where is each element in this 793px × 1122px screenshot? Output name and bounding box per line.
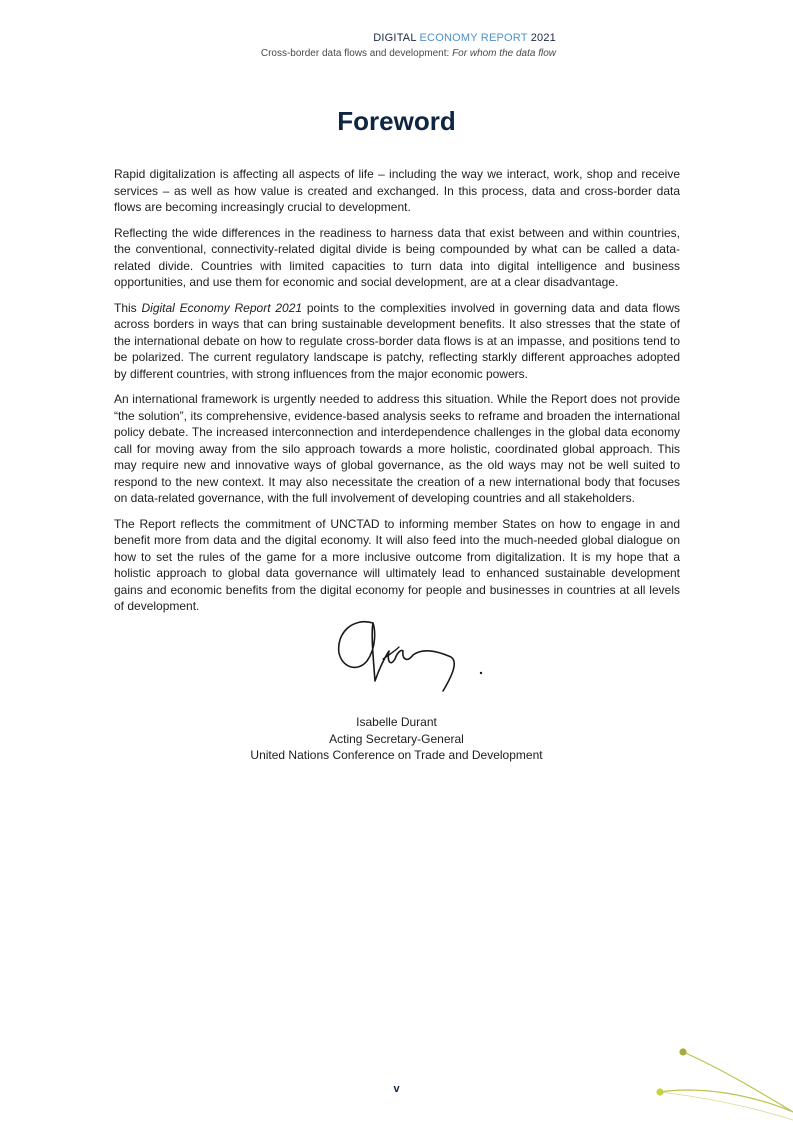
- corner-decoration-graphic: [640, 1040, 793, 1122]
- paragraph-3-rest: points to the complexities involved in governing data and data flows across borders in ways that can bring sustainable development benefits. It also stresses that the state of the international debate on how to regulate cross-border data flows is at an impasse, and positions tend to be polarized. The current regulatory landscape is patchy, reflecting starkly different approaches adopted by different countries, with strong influences from the major economic powers.: [114, 300, 680, 381]
- foreword-body: [114, 166, 680, 624]
- paragraph-2: Reflecting the wide differences in the readiness to harness data that exist between and within countries, the conventional, connectivity-related digital divide is being compounded by what can be called a data-related divide. Countries with limited capacities to turn data into digital intelligence and business opportunities, and use them for economic and social development, are at a clear disadvantage.: [114, 225, 680, 289]
- signatory-block: [0, 714, 793, 764]
- page-number: v: [393, 1083, 400, 1095]
- signatory-name: Isabelle Durant: [356, 715, 437, 729]
- running-header: [261, 31, 556, 61]
- paragraph-4: An international framework is urgently needed to address this situation. While the Report does not provide “the solution”, its comprehensive, evidence-based analysis seeks to reframe and broaden the international policy debate. The increased interconnection and interdependence challenges in the global data economy call for moving away from the silo approach towards a more holistic, coordinated global approach. This may require new and innovative ways of global governance, as the old ways may not be well suited to respond to the new context. It may also necessitate the creation of a new international body that focuses on data-related governance, with the full involvement of developing countries and all stakeholders.: [114, 392, 680, 505]
- header-year: 2021: [530, 32, 556, 44]
- paragraph-3: [114, 300, 680, 383]
- paragraph-5: The Report reflects the commitment of UNCTAD to informing member States on how to engage in and benefit more from data and the digital economy. It will also feed into the much-needed global dialogue on how to set the rules of the game for a more inclusive outcome from digitalization. It is my hope that a holistic approach to global data governance will ultimately lead to enhanced sustainable development gains and economic benefits from the digital economy for people and businesses in countries at all levels of development.: [114, 516, 680, 613]
- signatory-organization: United Nations Conference on Trade and Development: [250, 748, 543, 762]
- report-title-header: [261, 31, 556, 45]
- report-subtitle-header: [261, 47, 556, 61]
- header-subtitle-main: Cross-border data flows and development:: [260, 48, 450, 59]
- signatory-position: Acting Secretary-General: [329, 731, 464, 746]
- header-word-economy-report: ECONOMY REPORT: [419, 32, 528, 44]
- paragraph-3-lead: This: [114, 300, 142, 315]
- paragraph-1: Rapid digitalization is affecting all aspects of life – including the way we interact, work, shop and receive services – as well as how value is created and exchanged. In this process, data and cross-border data flows are becoming increasingly crucial to development.: [114, 167, 680, 214]
- header-subtitle-italic: For whom the data flow: [452, 48, 556, 59]
- signature-image: [333, 615, 493, 695]
- report-name-italic: Digital Economy Report 2021: [141, 300, 303, 315]
- page-title: Foreword: [337, 106, 456, 136]
- header-word-digital: DIGITAL: [373, 32, 417, 44]
